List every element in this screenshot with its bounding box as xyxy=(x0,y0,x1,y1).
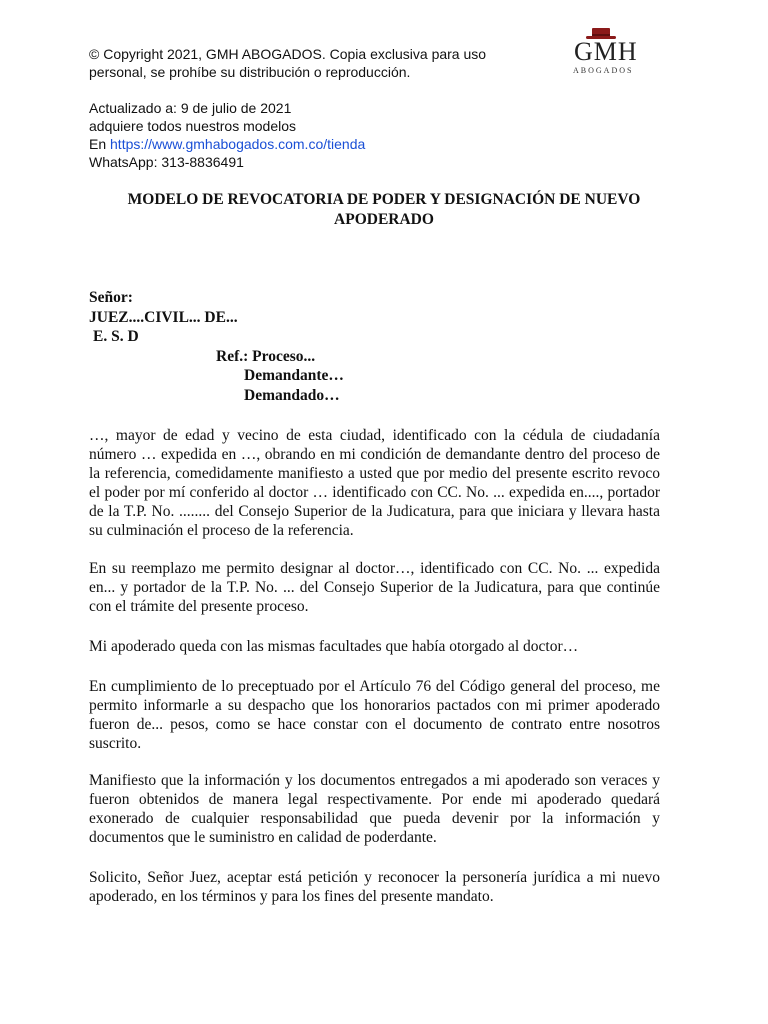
gmh-logo xyxy=(570,26,650,82)
plaintiff-line: Demandante… xyxy=(244,367,344,384)
addressee-block xyxy=(89,288,344,405)
copyright-header xyxy=(89,45,539,171)
esd-line: E. S. D xyxy=(93,328,139,345)
paragraph-5: Manifiesto que la información y los documentos entregados a mi apoderado son veraces y fueron obtenidos de manera legal respectivamente. Por ende mi apoderado quedará exonerado de cualquier responsabilidad que pueda devenir por la información y documentos que le suministro en calidad de poderdante. xyxy=(89,772,660,846)
copyright-line-2: personal, se prohíbe su distribución o reproducción. xyxy=(89,64,411,80)
document-title xyxy=(89,190,679,230)
paragraph-4: En cumplimiento de lo preceptuado por el Artículo 76 del Código general del proceso, me permito informarle a su despacho que los honorarios pactados con mi primer apoderado fueron de... pesos, como se hace constar con el documento de contrato entre nosotros suscrito. xyxy=(89,678,660,752)
copyright-line-1: © Copyright 2021, GMH ABOGADOS. Copia exclusiva para uso xyxy=(89,46,487,62)
store-link[interactable]: https://www.gmhabogados.com.co/tienda xyxy=(110,136,366,152)
reference-line: Ref.: Proceso... xyxy=(216,347,316,365)
salutation: Señor: xyxy=(89,289,133,306)
paragraph-3: Mi apoderado queda con las mismas facultades que había otorgado al doctor… xyxy=(89,638,579,655)
court-line: JUEZ....CIVIL... DE... xyxy=(89,308,238,326)
paragraph-1: …, mayor de edad y vecino de esta ciudad, identificado con la cédula de ciudadanía número … expedida en …, obrando en mi condición de demandante dentro del proceso de la referencia, comedidamente manifiesto a usted que por medio del presente escrito revoco el poder por mí conferido al doctor … identificado con CC. No. ... expedida en...., portador de la T.P. No. ........ del Consejo Superior de la Judicatura, para que iniciara y llevara hasta su culminación el proceso de la referencia. xyxy=(89,427,660,539)
logo-letters: GMH xyxy=(574,37,638,66)
title-line-2: APODERADO xyxy=(334,211,434,228)
paragraph-2: En su reemplazo me permito designar al doctor…, identificado con CC. No. ... expedida en... y portador de la T.P. No. ... del Consejo Superior de la Judicatura, para que continúe con el trámite del presente proceso. xyxy=(89,560,660,615)
defendant-line: Demandado… xyxy=(244,386,340,404)
logo-subtitle: ABOGADOS xyxy=(573,66,634,75)
acquire-models-text: adquiere todos nuestros modelos xyxy=(89,118,297,134)
updated-date: Actualizado a: 9 de julio de 2021 xyxy=(89,100,292,116)
paragraph-6: Solicito, Señor Juez, aceptar está petición y reconocer la personería jurídica a mi nuevo apoderado, en los términos y para los fines del presente mandato. xyxy=(89,869,660,905)
title-line-1: MODELO DE REVOCATORIA DE PODER Y DESIGNACIÓN DE NUEVO xyxy=(127,191,641,208)
whatsapp-contact: WhatsApp: 313-8836491 xyxy=(89,154,244,170)
store-prefix: En xyxy=(89,136,111,152)
store-line xyxy=(89,135,539,153)
